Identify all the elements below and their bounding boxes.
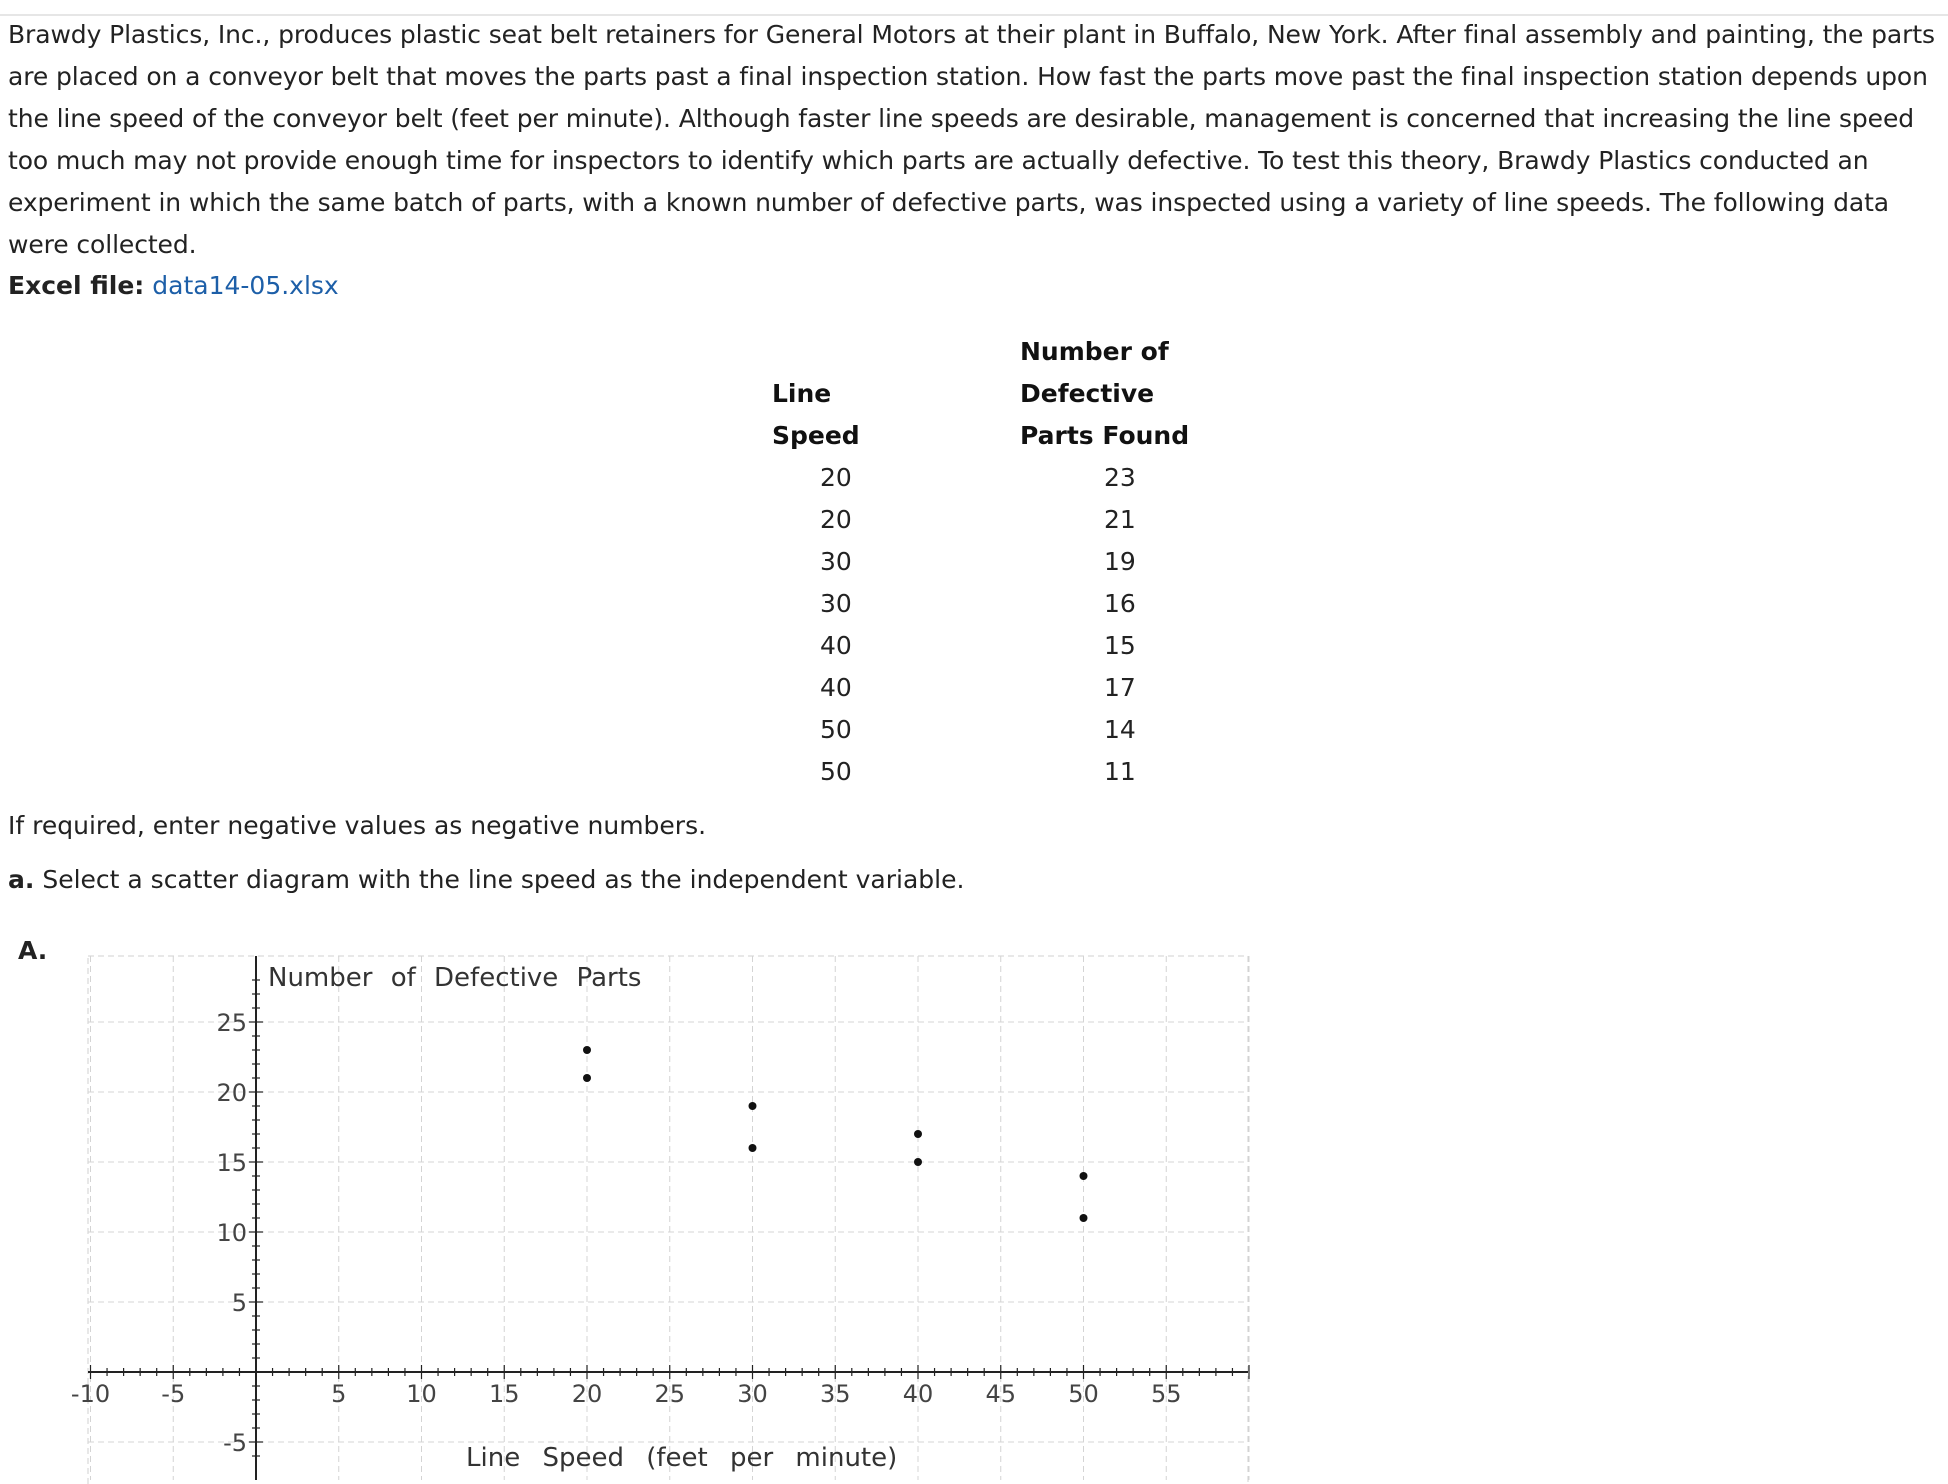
cell-defective: 14 (1104, 715, 1136, 744)
data-table (772, 331, 1304, 793)
negative-values-note: If required, enter negative values as negative numbers. (8, 811, 707, 840)
x-tick-label: 45 (985, 1380, 1017, 1408)
y-tick-label: 15 (216, 1149, 247, 1177)
cell-line-speed: 40 (820, 673, 852, 702)
cell-defective: 16 (1104, 589, 1136, 618)
excel-file-label: Excel file: (8, 271, 145, 300)
header-defective-parts (1020, 331, 1304, 457)
chart-title: Number of Defective Parts (268, 963, 642, 993)
cell-defective: 19 (1104, 547, 1136, 576)
x-tick-label: 30 (737, 1380, 768, 1408)
cell-line-speed: 20 (820, 463, 852, 492)
excel-file-link[interactable]: data14-05.xlsx (152, 271, 339, 300)
problem-text: Brawdy Plastics, Inc., produces plastic seat belt retainers for General Motors at their plant in Buffalo, New York. After final assembly and painting, the parts are placed on a conveyor belt that moves the parts past a final inspection station. How fast the parts move past the final inspection station depends upon the line speed of the conveyor belt (feet per minute). Although faster line speeds are desirable, management is concerned that increasing the line speed too much may not provide enough time for inspectors to identify which parts are actually defective. To test this theory, Brawdy Plastics conducted an experiment in which the same batch of parts, with a known number of defective parts, was inspected using a variety of line speeds. The following data were collected. (8, 20, 1935, 259)
header-line-speed-line1: Line (772, 379, 832, 408)
x-tick-label: -10 (70, 1380, 111, 1408)
table-row (772, 583, 1304, 625)
cell-line-speed: 50 (820, 715, 852, 744)
x-tick-label: 40 (902, 1380, 934, 1408)
data-point (914, 1158, 922, 1166)
cell-line-speed: 30 (820, 589, 852, 618)
cell-line-speed: 20 (820, 505, 852, 534)
data-point (749, 1102, 757, 1110)
header-defective-line2: Defective (1020, 379, 1155, 408)
y-tick-label: -5 (223, 1429, 247, 1457)
cell-line-speed: 30 (820, 547, 852, 576)
x-axis-label: Line Speed (feet per minute) (466, 1443, 898, 1473)
x-tick-label: 15 (488, 1380, 520, 1408)
x-tick-label: 25 (654, 1380, 686, 1408)
x-tick-label: -5 (161, 1380, 186, 1408)
y-tick-label: 5 (231, 1289, 247, 1317)
scatter-chart-option-a[interactable] (70, 948, 1260, 1480)
x-tick-label: 20 (571, 1380, 603, 1408)
header-defective-line3: Parts Found (1020, 421, 1190, 450)
data-point (583, 1074, 591, 1082)
data-point (1080, 1172, 1088, 1180)
table-row (772, 457, 1304, 499)
cell-defective: 17 (1104, 673, 1136, 702)
cell-defective: 23 (1104, 463, 1136, 492)
table-row (772, 499, 1304, 541)
option-a-label[interactable]: A. (18, 936, 48, 965)
header-line-speed-line2: Speed (772, 421, 860, 450)
table-row (772, 709, 1304, 751)
cell-defective: 21 (1104, 505, 1136, 534)
scatter-chart-svg (70, 948, 1260, 1480)
table-row (772, 625, 1304, 667)
y-tick-label: 20 (216, 1079, 247, 1107)
x-tick-label: 55 (1150, 1380, 1182, 1408)
part-a-text: Select a scatter diagram with the line speed as the independent variable. (42, 865, 965, 894)
cell-defective: 15 (1104, 631, 1136, 660)
table-row (772, 541, 1304, 583)
data-point (1080, 1214, 1088, 1222)
data-point (749, 1144, 757, 1152)
part-a-label: a. (8, 865, 35, 894)
cell-defective: 11 (1104, 757, 1136, 786)
cell-line-speed: 40 (820, 631, 852, 660)
cell-line-speed: 50 (820, 757, 852, 786)
y-tick-label: 10 (216, 1219, 247, 1247)
excel-file-line (8, 266, 339, 306)
table-row (772, 667, 1304, 709)
table-row (772, 751, 1304, 793)
header-line-speed (772, 331, 1020, 457)
part-a-question (8, 860, 964, 900)
data-point (914, 1130, 922, 1138)
x-tick-label: 5 (331, 1380, 347, 1408)
x-tick-label: 35 (819, 1380, 851, 1408)
x-tick-label: 50 (1068, 1380, 1099, 1408)
data-point (583, 1046, 591, 1054)
header-defective-line1: Number of (1020, 337, 1169, 366)
x-tick-label: 10 (406, 1380, 437, 1408)
table-header-row (772, 331, 1304, 457)
y-tick-label: 25 (216, 1009, 247, 1037)
